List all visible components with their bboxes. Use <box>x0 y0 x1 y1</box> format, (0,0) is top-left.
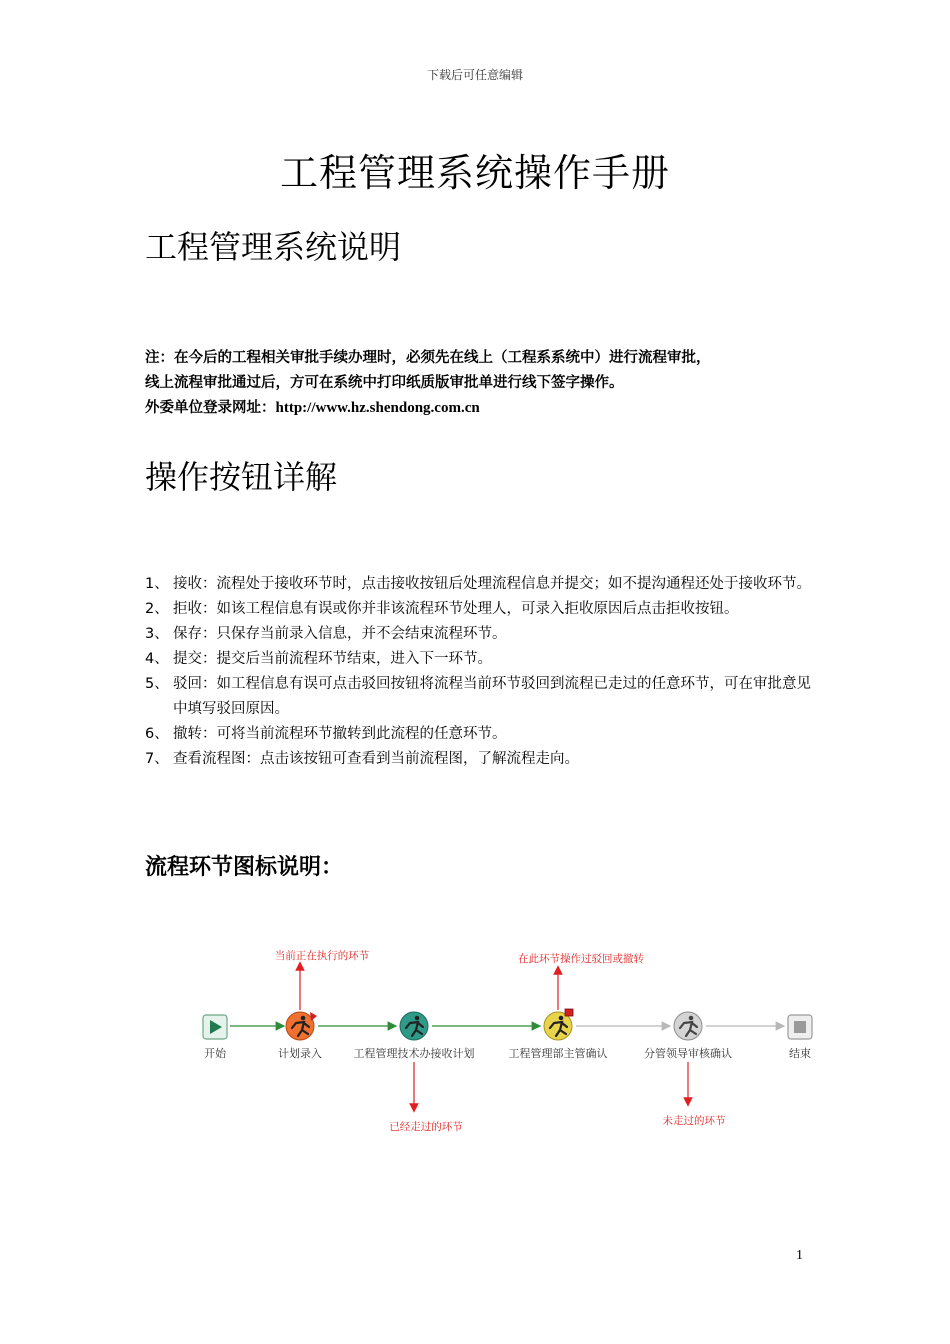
section-title-flow-icons: 流程环节图标说明： <box>145 855 344 880</box>
list-item <box>145 747 825 772</box>
list-text: 拒收：如该工程信息有误或你并非该流程环节处理人，可录入拒收原因后点击拒收按钮。 <box>173 601 739 617</box>
list-number: 3、 <box>145 626 169 642</box>
list-item <box>145 722 825 747</box>
header-note: 下载后可任意编辑 <box>426 68 523 82</box>
runner-pending-icon <box>674 1012 702 1040</box>
flow-node-label: 工程管理部主管确认 <box>508 1047 608 1060</box>
note-block <box>145 346 825 421</box>
section-title-buttons: 操作按钮详解 <box>145 458 338 496</box>
list-item <box>145 572 825 597</box>
list-item <box>145 647 825 672</box>
flow-node-label: 结束 <box>789 1047 811 1060</box>
page-number: 1 <box>796 1248 803 1263</box>
flow-node-label: 分管领导审核确认 <box>644 1047 732 1060</box>
section-title-system-description: 工程管理系统说明 <box>145 228 402 266</box>
list-text: 接收：流程处于接收环节时，点击接收按钮后处理流程信息并提交；如不提沟通程还处于接收环节。 <box>173 576 811 592</box>
list-item <box>145 672 825 722</box>
list-number: 7、 <box>145 751 169 767</box>
flow-node-label: 工程管理技术办接收计划 <box>353 1047 475 1060</box>
list-text: 撤转：可将当前流程环节撤转到此流程的任意环节。 <box>173 726 507 742</box>
document-title: 工程管理系统操作手册 <box>279 151 670 195</box>
login-url[interactable]: http://www.hz.shendong.com.cn <box>275 400 480 416</box>
login-url-label: 外委单位登录网址： <box>145 400 276 416</box>
stop-icon <box>788 1015 812 1039</box>
list-number: 5、 <box>145 676 169 692</box>
annotation-operated: 在此环节操作过驳回或撤转 <box>518 953 644 965</box>
runner-operated-icon <box>544 1009 573 1040</box>
list-number: 4、 <box>145 651 169 667</box>
list-text: 查看流程图：点击该按钮可查看到当前流程图，了解流程走向。 <box>173 751 579 767</box>
flow-node-label: 计划录入 <box>278 1047 322 1060</box>
button-list <box>145 572 825 772</box>
list-number: 1、 <box>145 576 169 592</box>
note-line-2: 线上流程审批通过后，方可在系统中打印纸质版审批单进行线下签字操作。 <box>145 375 624 391</box>
list-item <box>145 622 825 647</box>
list-text: 保存：只保存当前录入信息，并不会结束流程环节。 <box>173 626 507 642</box>
annotation-done: 已经走过的环节 <box>389 1121 463 1133</box>
flow-node-label: 开始 <box>204 1047 226 1060</box>
list-number: 2、 <box>145 601 169 617</box>
annotation-current: 当前正在执行的环节 <box>274 950 370 962</box>
flow-diagram <box>0 930 950 1150</box>
list-text: 提交：提交后当前流程环节结束，进入下一环节。 <box>173 651 492 667</box>
note-line-3 <box>145 396 825 421</box>
runner-current-icon <box>286 1012 317 1040</box>
list-item <box>145 597 825 622</box>
note-line-1: 注：在今后的工程相关审批手续办理时，必须先在线上（工程系系统中）进行流程审批， <box>145 350 711 366</box>
play-icon <box>203 1015 227 1039</box>
annotation-pending: 未走过的环节 <box>662 1115 726 1127</box>
list-number: 6、 <box>145 726 169 742</box>
runner-done-icon <box>400 1012 428 1040</box>
list-text: 驳回：如工程信息有误可点击驳回按钮将流程当前环节驳回到流程已走过的任意环节，可在审批意见中填写驳回原因。 <box>173 676 811 717</box>
